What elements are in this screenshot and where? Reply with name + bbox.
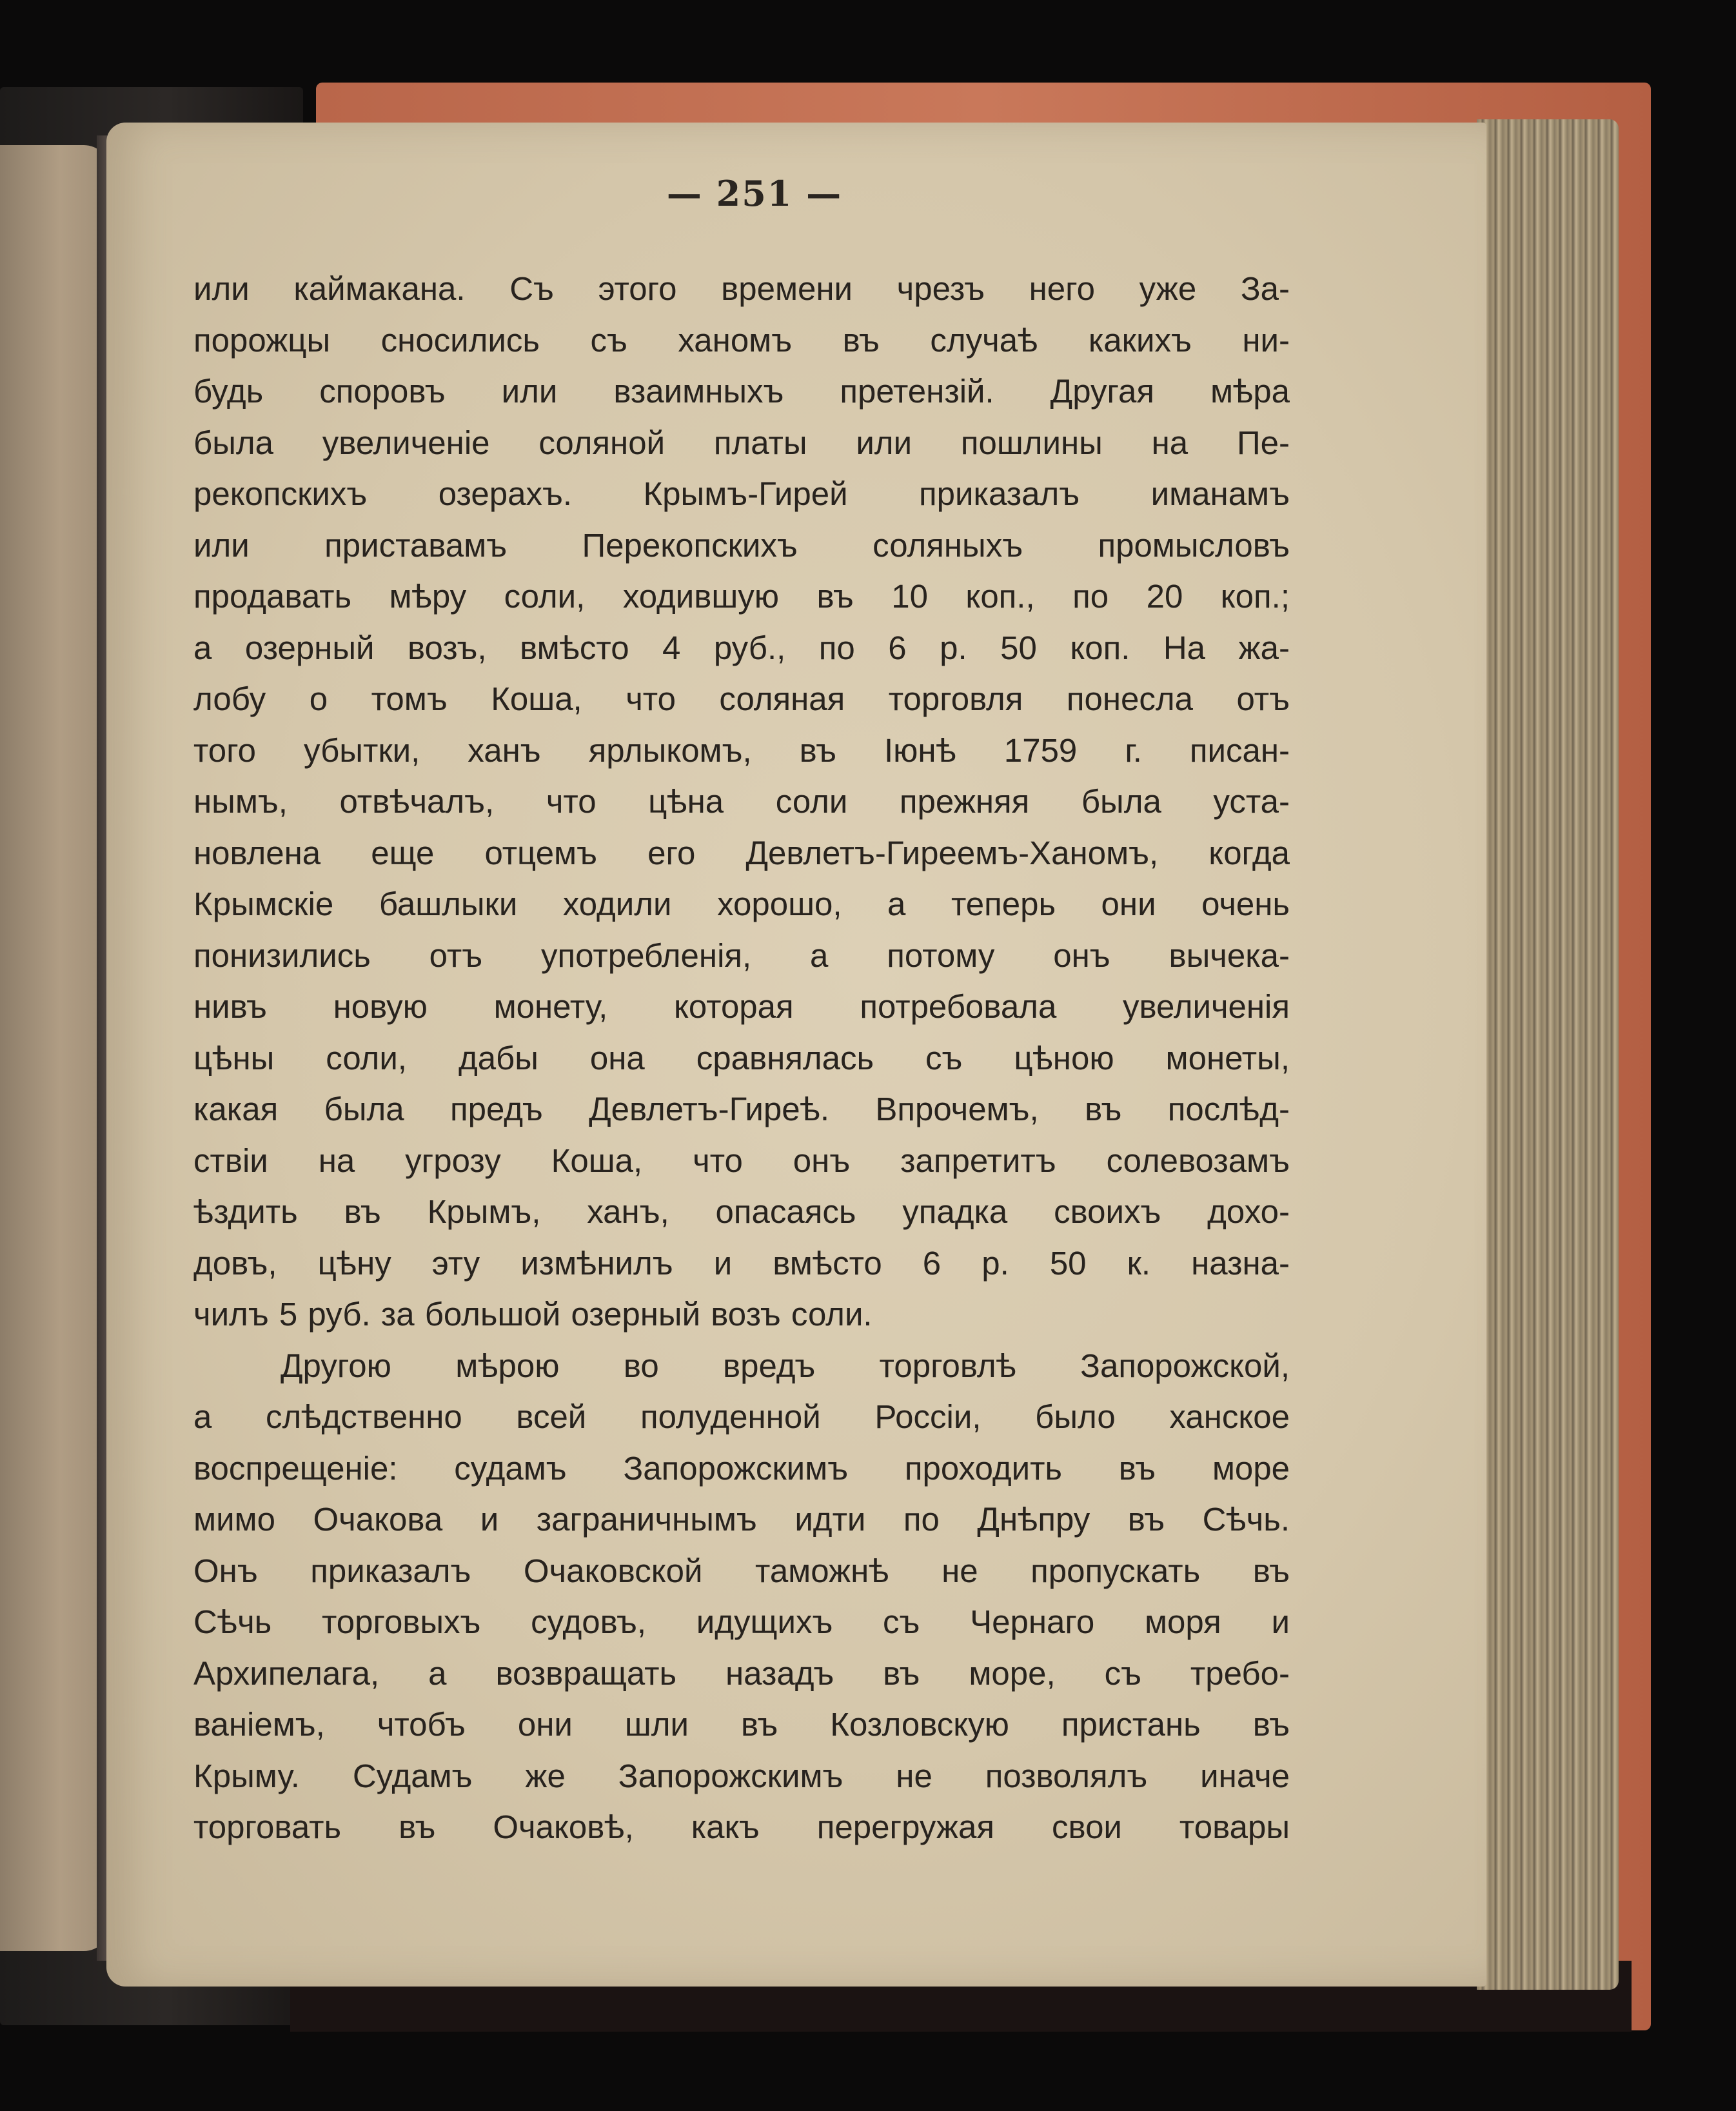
text-line: ствіи на угрозу Коша, что онъ запретитъ солевозамъ: [193, 1142, 1290, 1179]
text-line: Архипелага, а возвращать назадъ въ море, съ требо-: [193, 1654, 1290, 1692]
text-line: Крымскіе башлыки ходили хорошо, а теперь они очень: [193, 886, 1290, 922]
text-line: а озерный возъ, вмѣсто 4 руб., по 6 р. 50 коп. На жа-: [193, 629, 1290, 666]
page-number: — 251 —: [666, 173, 843, 214]
text-line: нымъ, отвѣчалъ, что цѣна соли прежняя была уста-: [193, 783, 1290, 820]
text-line: Крыму. Судамъ же Запорожскимъ не позволялъ иначе: [193, 1757, 1290, 1794]
text-line: или каймакана. Съ этого времени чрезъ него уже За-: [193, 270, 1290, 307]
text-line: воспрещеніе: судамъ Запорожскимъ проходить въ море: [193, 1449, 1290, 1487]
text-line: ваніемъ, чтобъ они шли въ Козловскую пристань въ: [193, 1706, 1290, 1743]
page-text: [193, 263, 1290, 1853]
text-line: новлена еще отцемъ его Девлетъ-Гиреемъ-Ханомъ, когда: [193, 834, 1290, 871]
text-line: будь споровъ или взаимныхъ претензій. Другая мѣра: [193, 373, 1290, 410]
text-line: чилъ 5 руб. за большой озерный возъ соли.: [193, 1296, 873, 1333]
text-line: лобу о томъ Коша, что соляная торговля понесла отъ: [193, 680, 1290, 717]
text-line: довъ, цѣну эту измѣнилъ и вмѣсто 6 р. 50 к. назна-: [193, 1244, 1290, 1282]
text-line: того убытки, ханъ ярлыкомъ, въ Іюнѣ 1759 г. писан-: [193, 731, 1290, 769]
text-line: рекопскихъ озерахъ. Крымъ-Гирей приказалъ иманамъ: [193, 475, 1290, 512]
text-line: а слѣдственно всей полуденной Россіи, было ханское: [193, 1398, 1290, 1435]
text-line: Другою мѣрою во вредъ торговлѣ Запорожской,: [281, 1347, 1290, 1384]
text-line: торговать въ Очаковѣ, какъ перегружая свои товары: [193, 1809, 1290, 1845]
text-line: понизились отъ употребленія, а потому онъ вычека-: [193, 937, 1290, 974]
text-line: или приставамъ Перекопскихъ соляныхъ промысловъ: [193, 526, 1290, 564]
text-line: продавать мѣру соли, ходившую въ 10 коп., по 20 коп.;: [193, 578, 1290, 615]
page-edges: [1477, 119, 1619, 1990]
text-line: порожцы сносились съ ханомъ въ случаѣ какихъ ни-: [193, 321, 1290, 359]
text-line: нивъ новую монету, которая потребовала увеличенія: [193, 988, 1290, 1025]
text-line: мимо Очакова и заграничнымъ идти по Днѣпру въ Сѣчь.: [193, 1501, 1290, 1538]
text-line: была увеличеніе соляной платы или пошлины на Пе-: [193, 424, 1290, 461]
text-line: ѣздить въ Крымъ, ханъ, опасаясь упадка своихъ дохо-: [193, 1193, 1290, 1230]
text-line: какая была предъ Девлетъ-Гиреѣ. Впрочемъ, въ послѣд-: [193, 1091, 1290, 1127]
text-line: цѣны соли, дабы она сравнялась съ цѣною монеты,: [193, 1039, 1290, 1076]
text-line: Сѣчь торговыхъ судовъ, идущихъ съ Чернаго моря и: [193, 1603, 1290, 1640]
left-page-edge: [0, 145, 110, 1951]
text-line: Онъ приказалъ Очаковской таможнѣ не пропускать въ: [193, 1552, 1290, 1589]
